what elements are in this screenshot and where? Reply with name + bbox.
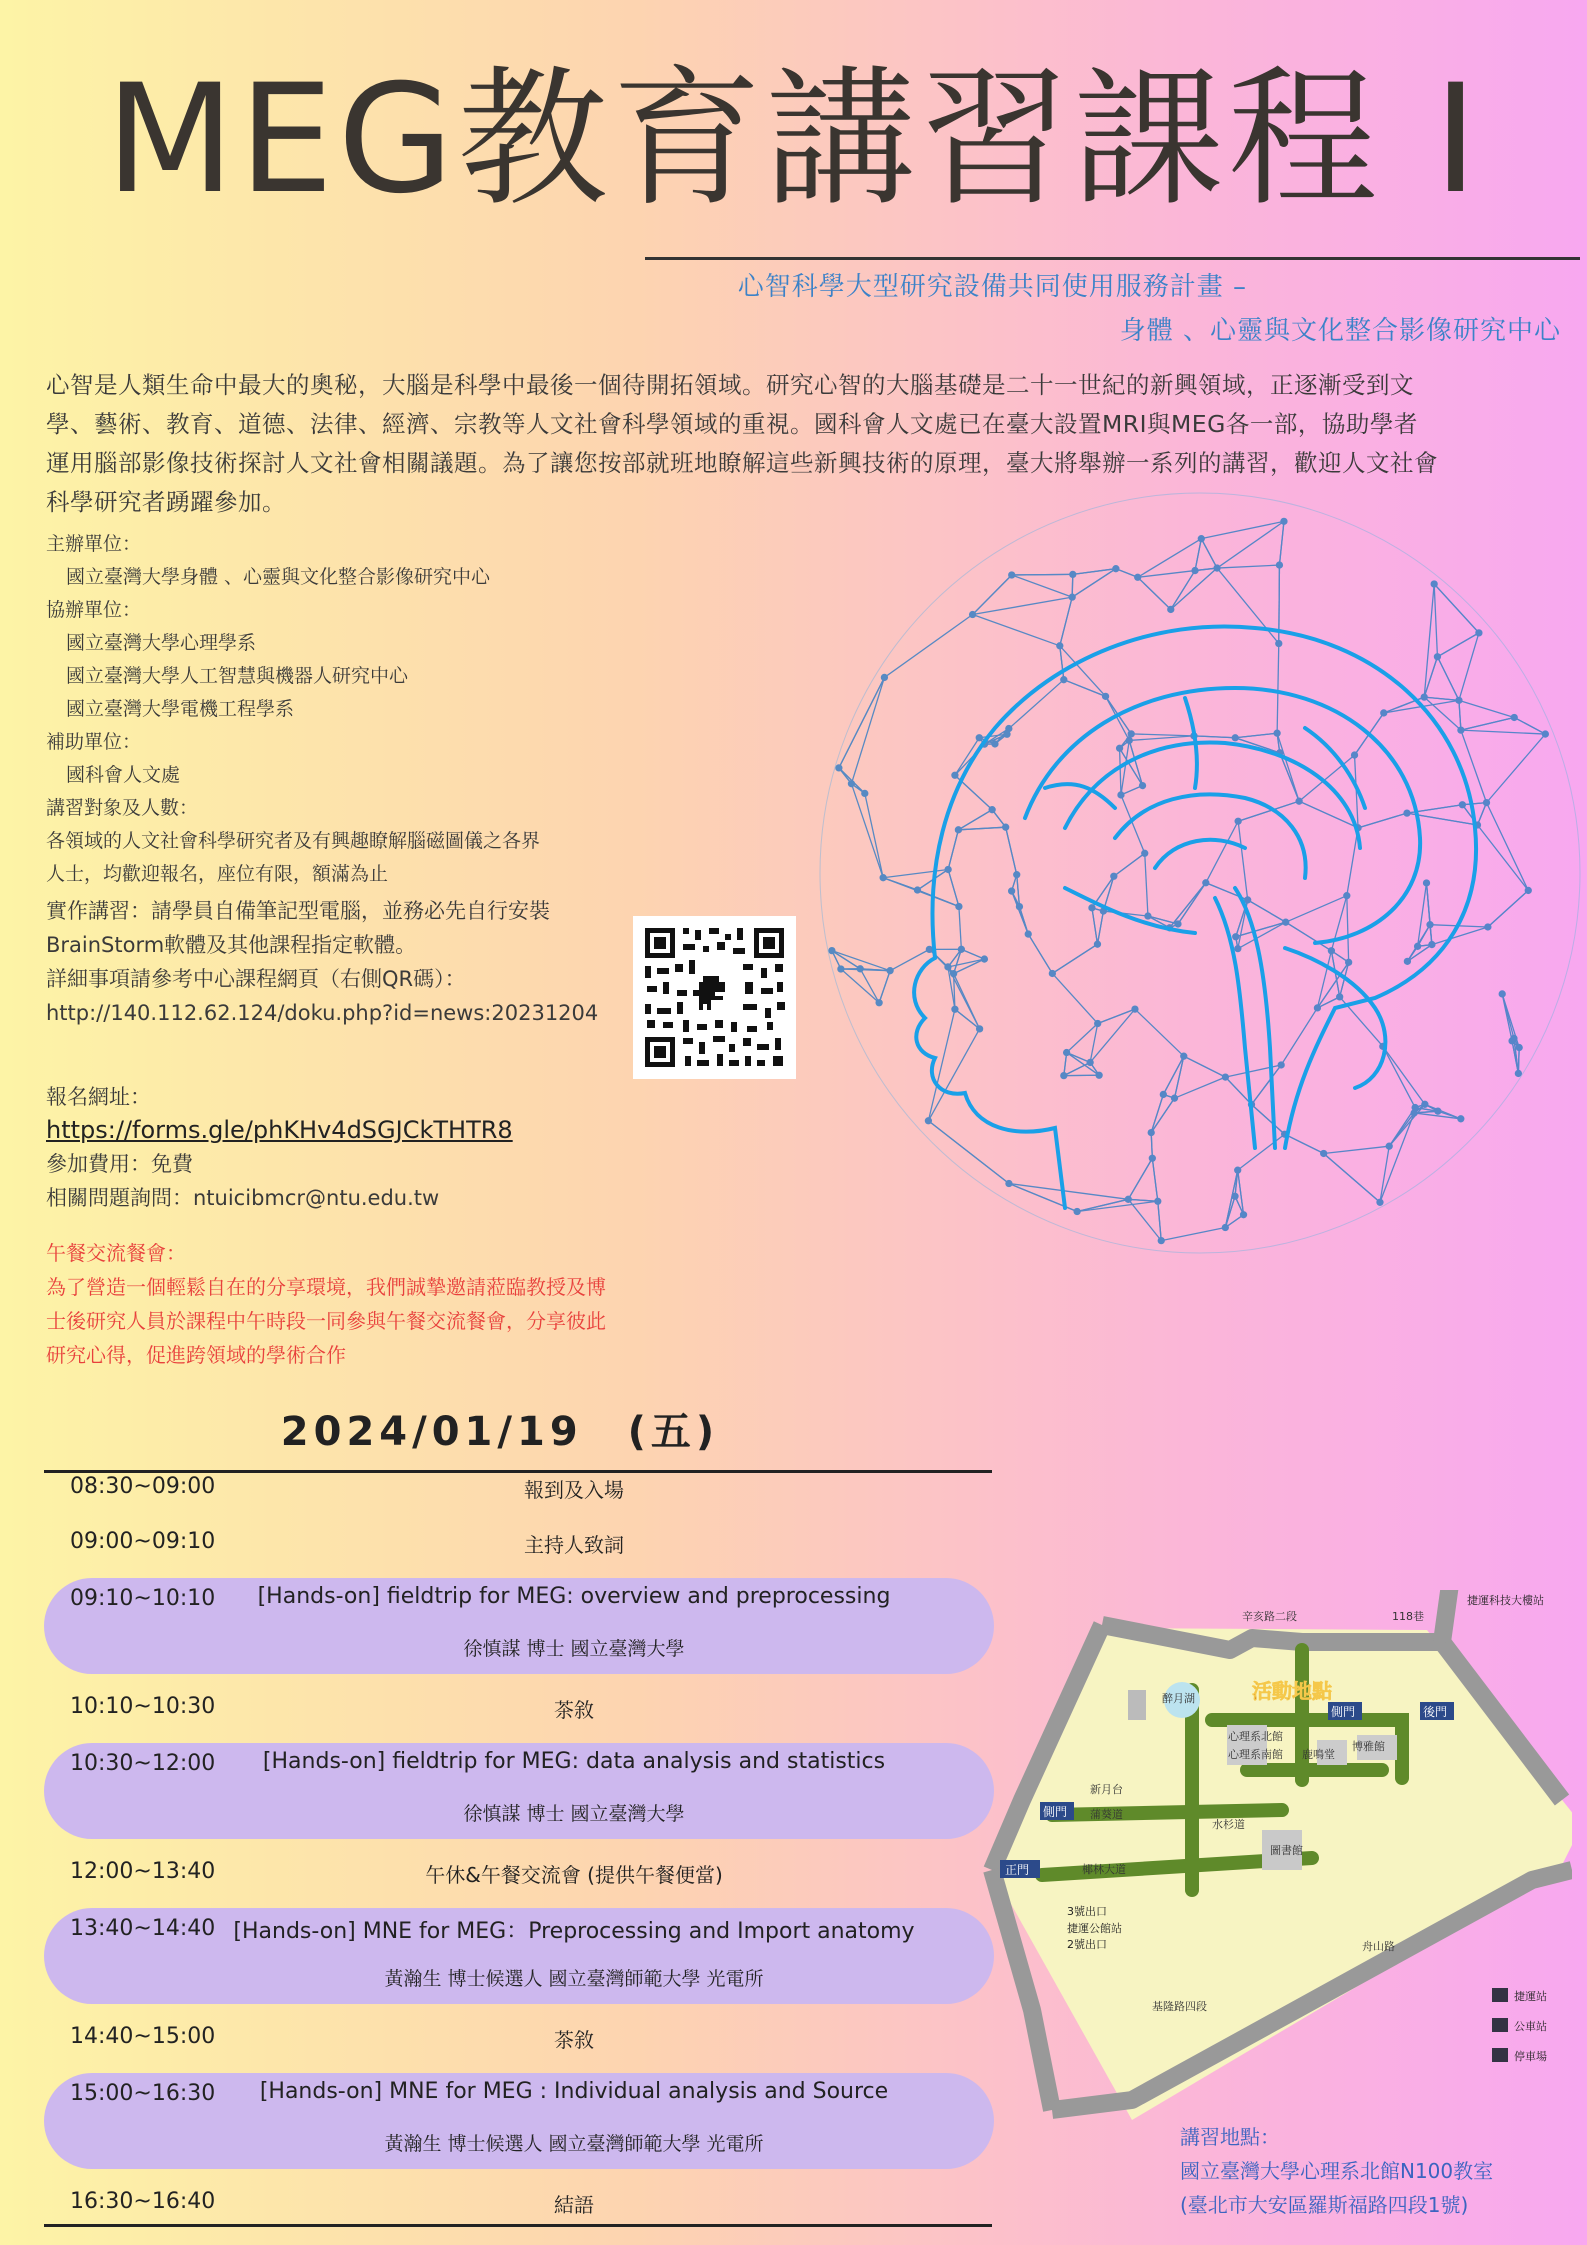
legend-item: 停車場	[1514, 2050, 1547, 2063]
schedule-row	[44, 1859, 994, 1899]
schedule-time: 08:30~09:00	[70, 1474, 216, 1499]
lunch-title: 午餐交流餐會：	[46, 1241, 186, 1265]
intro-line: 科學研究者踴躍參加。	[46, 488, 286, 516]
schedule-content: 結語	[554, 2193, 594, 2217]
venue-label: 講習地點：	[1180, 2125, 1280, 2149]
schedule-time: 10:30~12:00	[70, 1751, 216, 1776]
gate-label: 正門	[1005, 1863, 1030, 1877]
schedule-top-rule	[44, 1470, 992, 1473]
map-label: 水杉道	[1212, 1818, 1245, 1831]
subtitle-line-2: 身體 、心靈與文化整合影像研究中心	[1119, 316, 1561, 346]
session-speaker: 徐慎謀 博士 國立臺灣大學	[463, 1638, 685, 1660]
map-label: 博雅館	[1352, 1740, 1385, 1753]
intro-line: 運用腦部影像技術探討人文社會相關議題。為了讓您按部就班地瞭解這些新興技術的原理，臺大將舉辦一系列的講習，歡迎人文社會	[46, 449, 1438, 477]
session-title: [Hands-on] MNE for MEG：Preprocessing and Import anatomy	[233, 1919, 915, 1944]
intro-line: 學、藝術、教育、道德、法律、經濟、宗教等人文社會科學領域的重視。國科會人文處已在臺大設置MRI與MEG各一部，協助學者	[46, 410, 1418, 438]
audience-label: 講習對象及人數：	[46, 797, 199, 819]
session-title: [Hands-on] fieldtrip for MEG: data analysis and statistics	[262, 1749, 886, 1774]
venue-place: 國立臺灣大學心理系北館N100教室	[1180, 2159, 1494, 2183]
gate-label: 後門	[1423, 1705, 1448, 1719]
station-label: 捷運科技大樓站	[1467, 1594, 1544, 1607]
schedule-session	[44, 2073, 994, 2169]
schedule-time: 09:10~10:10	[70, 1586, 216, 1611]
registration-label: 報名網址：	[46, 1085, 151, 1109]
schedule-row	[44, 1529, 994, 1569]
schedule-content: 主持人致詞	[524, 1533, 624, 1557]
session-speaker: 黃瀚生 博士候選人 國立臺灣師範大學 光電所	[384, 2133, 764, 2155]
organizer-block	[46, 528, 540, 891]
map-label: 心理系北館	[1228, 1730, 1283, 1743]
schedule-row	[44, 1474, 994, 1514]
map-label: 118巷	[1392, 1610, 1424, 1623]
schedule-row	[44, 1694, 994, 1734]
schedule-content: 茶敘	[554, 1698, 594, 1722]
lunch-line: 研究心得，促進跨領域的學術合作	[46, 1343, 346, 1367]
map-label: 椰林大道	[1082, 1863, 1126, 1876]
lunch-block	[46, 1236, 726, 1372]
fee-text: 參加費用：免費	[46, 1152, 193, 1176]
sponsor-name: 國科會人文處	[66, 764, 181, 786]
event-date: 2024/01/19 (五)	[280, 1409, 720, 1455]
map-label: 圖書館	[1270, 1844, 1303, 1857]
co-organizer-label: 協辦單位：	[46, 599, 142, 621]
page-title: MEG教育講習課程 I	[105, 53, 1482, 227]
schedule-row	[44, 2024, 994, 2064]
map-label: 舟山路	[1362, 1940, 1395, 1953]
practice-block	[46, 894, 598, 1030]
venue-block	[1180, 2120, 1493, 2222]
host-label: 主辦單位：	[46, 533, 142, 555]
venue-marker: 活動地點	[1252, 1679, 1332, 1703]
schedule-time: 16:30~16:40	[70, 2189, 216, 2214]
map-label: 基隆路四段	[1152, 2000, 1207, 2013]
audience-line: 人士，均歡迎報名，座位有限，額滿為止	[46, 863, 389, 885]
co-organizer: 國立臺灣大學心理學系	[66, 632, 257, 654]
station-label: 3號出口	[1067, 1905, 1107, 1918]
lunch-line: 士後研究人員於課程中午時段一同參與午餐交流餐會，分享彼此	[46, 1309, 606, 1333]
station-label: 2號出口	[1067, 1938, 1107, 1951]
schedule-time: 10:10~10:30	[70, 1694, 216, 1719]
session-title: [Hands-on] fieldtrip for MEG: overview and preprocessing	[257, 1584, 891, 1609]
sponsor-label: 補助單位：	[46, 731, 142, 753]
schedule-session	[44, 1908, 994, 2004]
practice-line-1: 實作講習：請學員自備筆記型電腦，並務必先自行安裝	[46, 899, 550, 923]
campus-map	[972, 1590, 1572, 2130]
lunch-line: 為了營造一個輕鬆自在的分享環境，我們誠摯邀請蒞臨教授及博	[46, 1275, 606, 1299]
schedule-content: 午休&午餐交流會 (提供午餐便當)	[425, 1863, 723, 1887]
session-speaker: 黃瀚生 博士候選人 國立臺灣師範大學 光電所	[384, 1968, 764, 1990]
practice-line-2: BrainStorm軟體及其他課程指定軟體。	[46, 933, 417, 957]
qr-code[interactable]	[633, 916, 796, 1079]
schedule-content: 報到及入場	[524, 1478, 624, 1502]
co-organizer: 國立臺灣大學電機工程學系	[66, 698, 295, 720]
schedule-time: 14:40~15:00	[70, 2024, 216, 2049]
schedule-session	[44, 1578, 994, 1674]
schedule-time: 12:00~13:40	[70, 1859, 216, 1884]
subtitle-line-1: 心智科學大型研究設備共同使用服務計畫 –	[737, 272, 1247, 302]
title-divider	[645, 257, 1580, 260]
gate-label: 側門	[1331, 1705, 1356, 1719]
course-page-url[interactable]: http://140.112.62.124/doku.php?id=news:20231204	[46, 1001, 599, 1025]
brain-network-illustration	[815, 488, 1585, 1258]
registration-link[interactable]: https://forms.gle/phKHv4dSGJCkTHTR8	[46, 1116, 513, 1144]
schedule-time: 13:40~14:40	[70, 1916, 216, 1941]
schedule-content: 茶敘	[554, 2028, 594, 2052]
schedule-time: 09:00~09:10	[70, 1529, 216, 1554]
venue-address: (臺北市大安區羅斯福路四段1號)	[1180, 2193, 1469, 2217]
contact-text: 相關問題詢問：ntuicibmcr@ntu.edu.tw	[46, 1186, 440, 1210]
session-title: [Hands-on] MNE for MEG : Individual analysis and Source	[259, 2079, 889, 2104]
schedule-time: 15:00~16:30	[70, 2081, 216, 2106]
gate-label: 側門	[1043, 1805, 1068, 1819]
map-label: 醉月湖	[1162, 1692, 1195, 1705]
schedule-session	[44, 1743, 994, 1839]
schedule-row	[44, 2189, 994, 2225]
registration-block	[46, 1080, 513, 1215]
host-name: 國立臺灣大學身體 、心靈與文化整合影像研究中心	[66, 566, 491, 588]
audience-line: 各領域的人文社會科學研究者及有興趣瞭解腦磁圖儀之各界	[46, 830, 541, 852]
station-label: 捷運公館站	[1067, 1922, 1122, 1935]
session-speaker: 徐慎謀 博士 國立臺灣大學	[463, 1803, 685, 1825]
legend-item: 公車站	[1514, 2020, 1547, 2033]
map-label: 辛亥路二段	[1242, 1610, 1297, 1623]
legend-item: 捷運站	[1514, 1990, 1547, 2003]
map-label: 心理系南館	[1228, 1748, 1283, 1761]
map-label: 蒲葵道	[1090, 1808, 1123, 1821]
co-organizer: 國立臺灣大學人工智慧與機器人研究中心	[66, 665, 409, 687]
map-label: 鹿鳴堂	[1302, 1748, 1335, 1761]
map-label: 新月台	[1090, 1783, 1123, 1796]
practice-line-3: 詳細事項請參考中心課程網頁（右側QR碼）：	[46, 967, 466, 991]
intro-line: 心智是人類生命中最大的奧秘，大腦是科學中最後一個待開拓領域。研究心智的大腦基礎是二十一世紀的新興領域，正逐漸受到文	[46, 371, 1414, 399]
